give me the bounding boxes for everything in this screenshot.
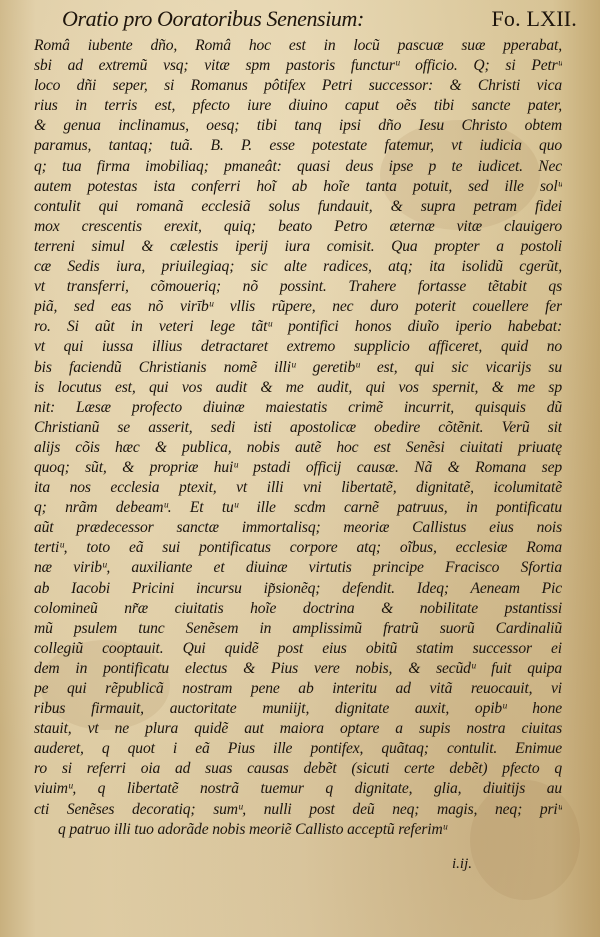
text-line: rius in terris est, pfecto iure diuino caput oẽs tibi sancte pater, — [34, 97, 562, 115]
running-title: Oratio pro Ooratoribus Senensium: — [62, 6, 364, 31]
text-line: sbi ad extremũ vsq; vitæ spm pastoris functurᵘ officio. Q; si Petrᵘ — [34, 57, 562, 75]
text-line: paramus, tantaq; tuã. B. P. esse potestate fatemur, vt iudicia quo — [34, 137, 562, 155]
signature-mark: i.ij. — [452, 856, 473, 872]
text-line: ita nos ecclesia ptexit, vt illi vni libertatẽ, dignitatẽ, icolumitatẽ — [34, 479, 562, 497]
text-line: colomineũ nr̃æ ciuitatis hoĩe doctrina & nobilitate pstantissi — [34, 599, 562, 617]
text-line: cæ Sedis iura, priuilegiaq; sic alte radices, atq; ita isolidũ cgerũt, — [34, 258, 562, 276]
text-line: loco dñi seper, si Romanus pôtifex Petri successor: & Christi vica — [34, 77, 562, 95]
text-line: næ viribᵘ, auxiliante et diuinæ virtutis principe Fracisco Sfortia — [34, 559, 562, 577]
text-line: nit: Læsæ profecto diuinæ maiestatis crimẽ incurrit, quisquis dũ — [34, 398, 562, 416]
text-line: terreni simul & cælestis iperij iura comisit. Qua propter a postoli — [34, 237, 562, 255]
text-line: vt qui iussa illius detractaret extremo supplicio afficeret, quid no — [34, 338, 562, 356]
text-line: Christianũ se asserit, sedi isti apostolicæ obedire cõtẽnit. Verũ sit — [34, 418, 562, 436]
text-line: aũt prædecessor sanctæ immortalisq; meoriæ Callistus eius nois — [34, 519, 562, 537]
text-line: q; nrãm debeamᵘ. Et tuᵘ ille scdm carnẽ patruus, in pontificatu — [34, 499, 562, 517]
text-line: is locutus est, qui vos audit & me audit, qui vos spernit, & me sp — [34, 378, 562, 396]
text-line: viuimᵘ, q libertatẽ nostrã tuemur q dignitate, glia, diuitijs au — [34, 780, 562, 798]
text-line: bis faciendũ Christianis nomẽ illiᵘ geretibᵘ est, qui sic vicarijs su — [34, 358, 562, 376]
text-line: q; tua firma imobiliaq; pmaneât: quasi deus ipse p te iudicet. Nec — [34, 157, 562, 175]
text-line: contulit qui romanã ecclesiã solus fundauit, & supra petram fidei — [34, 197, 562, 215]
text-line: pe qui rẽpublicã nostram pene ab interitu ad vitã reuocauit, vi — [34, 680, 562, 697]
text-line: mũ psulem tunc Senẽsem in amplissimũ fratrũ suorũ Cardinaliũ — [34, 619, 562, 637]
text-line: & genua inclinamus, oesq; tibi tanq ipsi dño Iesu Christo obtem — [34, 117, 562, 135]
folio-number: Fo. LXII. — [491, 6, 577, 31]
text-line: tertiᵘ, toto eã sui pontificatus corpore atq; oĩbus, ecclesiæ Roma — [34, 539, 562, 557]
page-header — [62, 6, 577, 36]
text-line: alijs cõis hæc & publica, nobis autẽ hoc est Senẽsi ciuitati priuatę — [34, 438, 562, 456]
text-line: ro si referri oia ad suas causas debẽt (sicuti certe debẽt) pfecto q — [34, 760, 562, 778]
text-line: ribus firmauit, auctoritate muniijt, dignitate auxit, opibᵘ hone — [34, 700, 562, 718]
text-line: vt transferri, cõmoueriq; nõ possint. Trahere fortasse tẽtabit qs — [34, 278, 562, 296]
text-line: q patruo illi tuo adorãde nobis meoriẽ Callisto acceptũ referimᵘ — [58, 820, 447, 838]
text-line: Româ iubente dño, Româ hoc est in locũ pascuæ suæ pperabat, — [34, 37, 562, 54]
text-line: stauit, vt ne plura quidẽ aut maiora optare a supis nostra ciuitas — [34, 720, 562, 738]
text-line: quoq; sũt, & propriæ huiᵘ pstadi officij causæ. Nã & Romana sep — [34, 458, 562, 476]
text-line: auderet, q quot i eã Pius ille pontifex, quãtaq; contulit. Enimue — [34, 740, 562, 758]
text-line: collegiũ cooptauit. Qui quidẽ post eius obitũ statim successor ei — [34, 639, 562, 657]
body-text — [34, 36, 562, 840]
text-line: ro. Si aũt in veteri lege tãtᵘ pontifici honos diuĩo iperio habebat: — [34, 318, 562, 336]
text-line: dem in pontificatu electus & Pius vere nobis, & secũdᵘ fuit quipa — [34, 659, 562, 677]
text-line: autem potestas ista conferri hoĩ ab hoĩe tanta potuit, sed ille solᵘ — [34, 177, 562, 195]
text-line: ab Iacobi Pricini incursu ip̃sionẽq; defendit. Ideq; Aeneam Pic — [34, 579, 562, 597]
text-line: cti Senẽses decoratiq; sumᵘ, nulli post deũ neq; magis, neq; priᵘ — [34, 800, 562, 818]
text-line: mox crescentis erexit, quiq; beato Petro æternæ vitæ clauigero — [34, 217, 562, 235]
text-line: piã, sed eas nõ virībᵘ vllis rũpere, nec duro poterit couellere fer — [34, 298, 562, 316]
